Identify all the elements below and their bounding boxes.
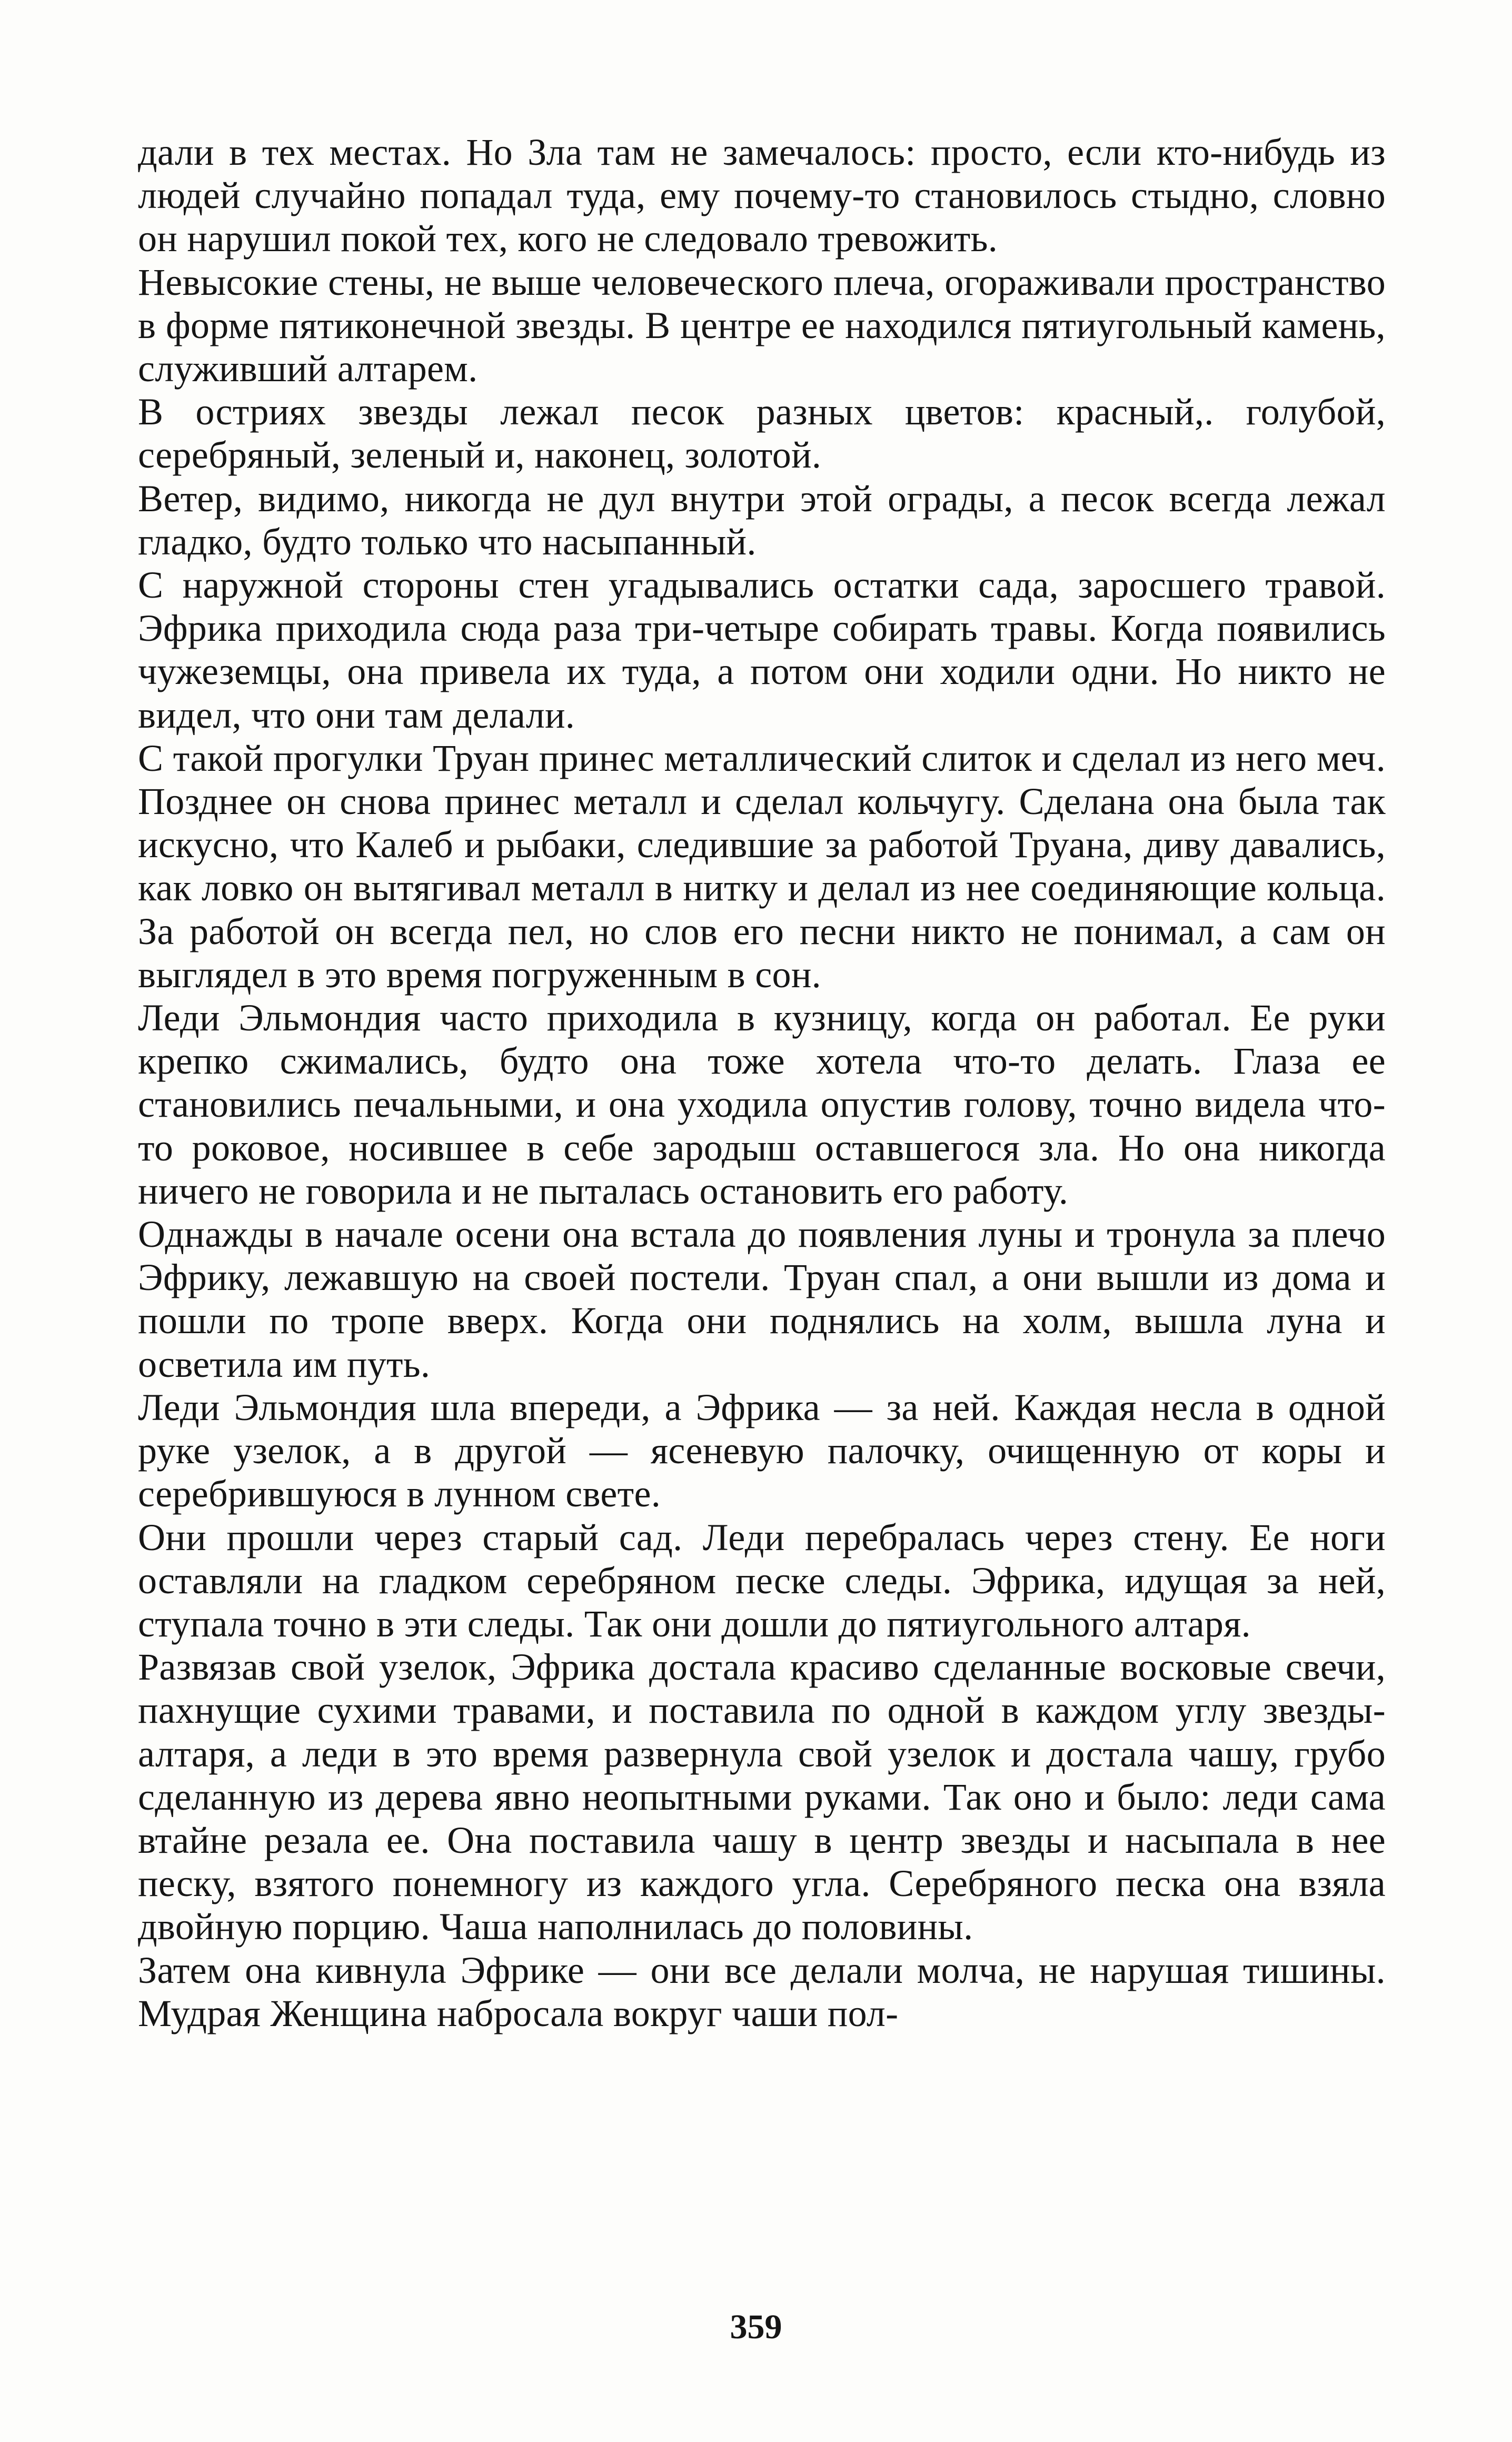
paragraph-6: С такой прогулки Труан принес металлический слиток и сделал из него меч. Позднее он снова принес металл и сделал кольчугу. Сделана она была так искусно, что Калеб и рыбаки, следившие за работой Труана, диву давались, как ловко он вытягивал металл в нитку и делал из нее соединяющие кольца. За работой он всегда пел, но слов его песни никто не понимал, а сам он выглядел в это время погруженным в сон. <box>138 737 1386 996</box>
paragraph-12: Затем она кивнула Эфрике — они все делали молча, не нарушая тишины. Мудрая Женщина набросала вокруг чаши пол- <box>138 1949 1386 2034</box>
paragraph-4: Ветер, видимо, никогда не дул внутри этой ограды, а песок всегда лежал гладко, будто только что насыпанный. <box>138 477 1386 563</box>
page-number: 359 <box>730 2308 782 2346</box>
paragraph-5: С наружной стороны стен угадывались остатки сада, заросшего травой. Эфрика приходила сюда раза три-четыре собирать травы. Когда появились чужеземцы, она привела их туда, а потом они ходили одни. Но никто не видел, что они там делали. <box>138 564 1386 736</box>
paragraph-2: Невысокие стены, не выше человеческого плеча, огораживали пространство в форме пятиконечной звезды. В центре ее находился пятиугольный камень, служивший алтарем. <box>138 261 1386 390</box>
page-body-text <box>138 131 1386 2035</box>
paragraph-10: Они прошли через старый сад. Леди перебралась через стену. Ее ноги оставляли на гладком серебряном песке следы. Эфрика, идущая за ней, ступала точно в эти следы. Так они дошли до пятиугольного алтаря. <box>138 1516 1386 1645</box>
paragraph-3: В остриях звезды лежал песок разных цветов: красный,. голубой, серебряный, зеленый и, наконец, золотой. <box>138 391 1386 477</box>
paragraph-9: Леди Эльмондия шла впереди, а Эфрика — за ней. Каждая несла в одной руке узелок, а в другой — ясеневую палочку, очищенную от коры и серебрившуюся в лунном свете. <box>138 1386 1386 1515</box>
paragraph-7: Леди Эльмондия часто приходила в кузницу, когда он работал. Ее руки крепко сжимались, будто она тоже хотела что-то делать. Глаза ее становились печальными, и она уходила опустив голову, точно видела что-то роковое, носившее в себе зародыш оставшегося зла. Но она никогда ничего не говорила и не пыталась остановить его работу. <box>138 997 1386 1212</box>
paragraph-8: Однажды в начале осени она встала до появления луны и тронула за плечо Эфрику, лежавшую на своей постели. Труан спал, а они вышли из дома и пошли по тропе вверх. Когда они поднялись на холм, вышла луна и осветила им путь. <box>138 1213 1386 1385</box>
paragraph-1: дали в тех местах. Но Зла там не замечалось: просто, если кто-нибудь из людей случайно попадал туда, ему почему-то становилось стыдно, словно он нарушил покой тех, кого не следовало тревожить. <box>138 131 1386 260</box>
paragraph-11: Развязав свой узелок, Эфрика достала красиво сделанные восковые свечи, пахнущие сухими травами, и поставила по одной в каждом углу звезды-алтаря, а леди в это время развернула свой узелок и достала чашу, грубо сделанную из дерева явно неопытными руками. Так оно и было: леди сама втайне резала ее. Она поставила чашу в центр звезды и насыпала в нее песку, взятого понемногу из каждого угла. Серебряного песка она взяла двойную порцию. Чаша наполнилась до половины. <box>138 1646 1386 1948</box>
